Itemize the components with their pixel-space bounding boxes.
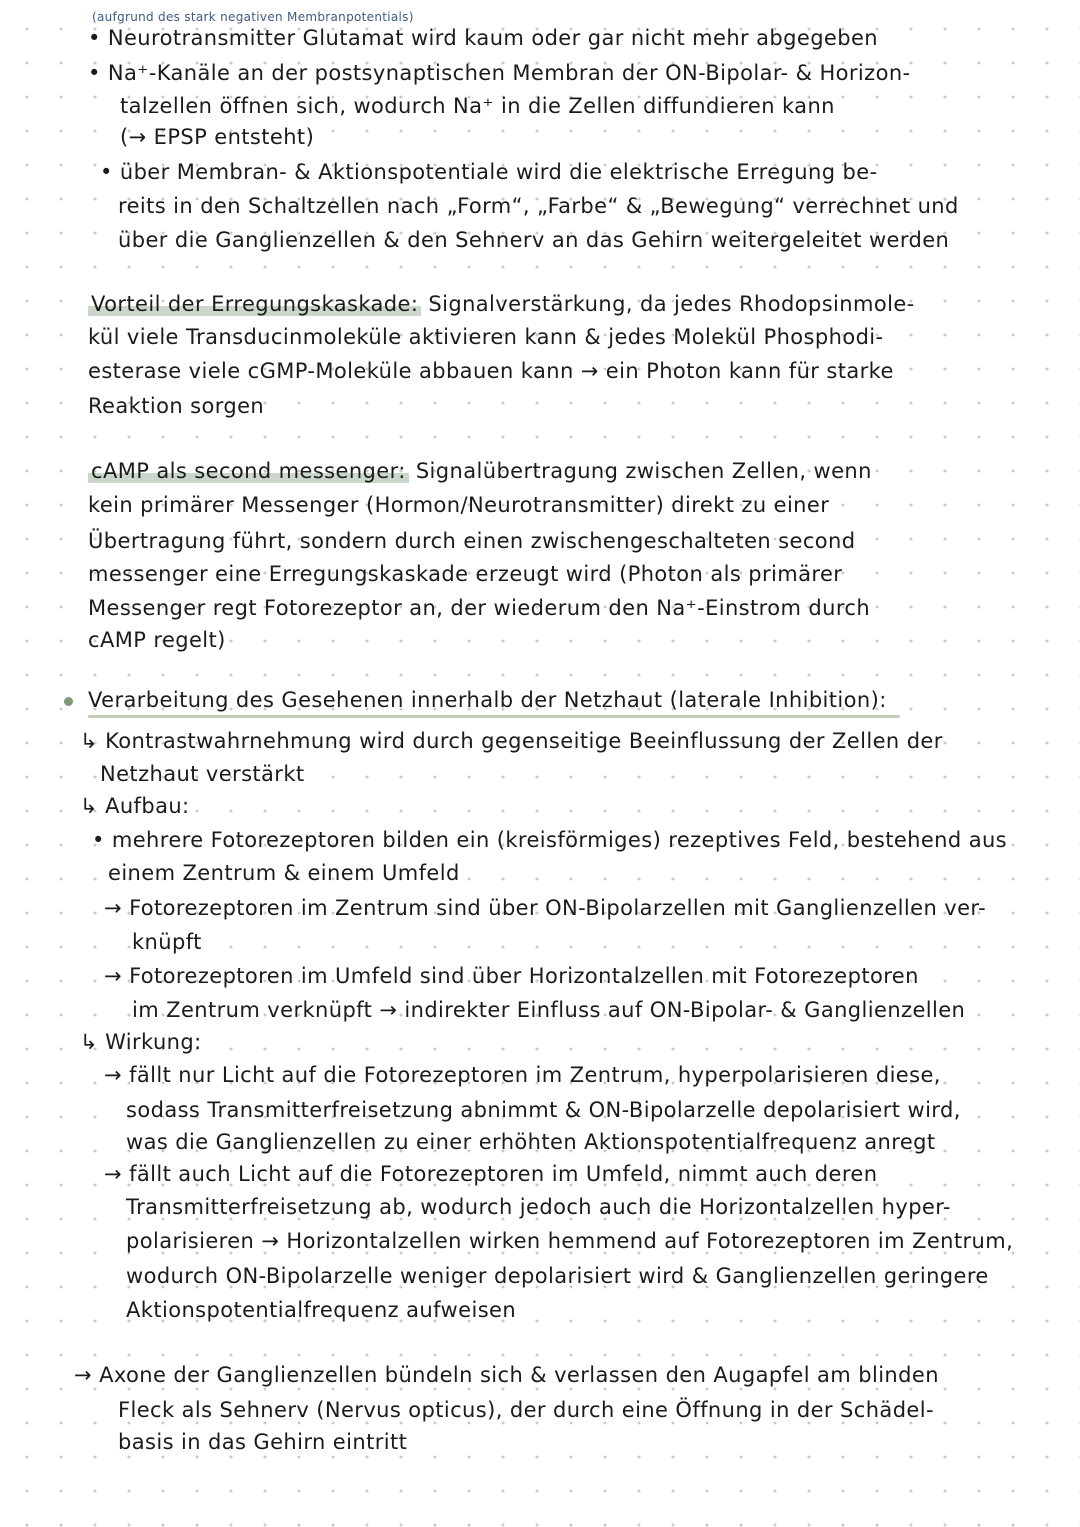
text-line: → Axone der Ganglienzellen bündeln sich & verlassen den Augapfel am blinden bbox=[74, 1363, 939, 1387]
text-line: kein primärer Messenger (Hormon/Neurotransmitter) direkt zu einer bbox=[88, 493, 830, 517]
text-line: ↳ Wirkung: bbox=[80, 1030, 202, 1054]
text-line: knüpft bbox=[132, 930, 202, 954]
text-line: Messenger regt Fotorezeptor an, der wiederum den Na⁺-Einstrom durch bbox=[88, 596, 871, 620]
text-line: messenger eine Erregungskaskade erzeugt wird (Photon als primärer bbox=[88, 562, 843, 586]
text-line: reits in den Schaltzellen nach „Form“, „Farbe“ & „Bewegung“ verrechnet und bbox=[118, 194, 959, 218]
text-line: einem Zentrum & einem Umfeld bbox=[108, 861, 460, 885]
text-line: cAMP regelt) bbox=[88, 628, 226, 652]
text-line: → fällt auch Licht auf die Fotorezeptoren im Umfeld, nimmt auch deren bbox=[104, 1162, 878, 1186]
text-line: • Neurotransmitter Glutamat wird kaum oder gar nicht mehr abgegeben bbox=[88, 26, 879, 50]
text-line: basis in das Gehirn eintritt bbox=[118, 1430, 408, 1454]
highlight-term-vorteil: Vorteil der Erregungskaskade: bbox=[88, 292, 421, 316]
text-line: • Na⁺-Kanäle an der postsynaptischen Membran der ON-Bipolar- & Horizon- bbox=[88, 61, 911, 85]
text-line: talzellen öffnen sich, wodurch Na⁺ in die Zellen diffundieren kann bbox=[120, 94, 835, 118]
text-line: (→ EPSP entsteht) bbox=[120, 125, 315, 149]
text-line: im Zentrum verknüpft → indirekter Einfluss auf ON-Bipolar- & Ganglienzellen bbox=[132, 998, 966, 1022]
text-line: Fleck als Sehnerv (Nervus opticus), der durch eine Öffnung in der Schädel- bbox=[118, 1398, 934, 1422]
text-line: Übertragung führt, sondern durch einen zwischengeschalteten second bbox=[88, 529, 856, 553]
margin-note: (aufgrund des stark negativen Membranpotentials) bbox=[92, 10, 414, 24]
paragraph-vorteil-first-line bbox=[88, 290, 915, 318]
text-line: esterase viele cGMP-Moleküle abbauen kann → ein Photon kann für starke bbox=[88, 359, 894, 383]
highlight-term-camp: cAMP als second messenger: bbox=[88, 459, 409, 483]
text-line: Aktionspotentialfrequenz aufweisen bbox=[126, 1298, 517, 1322]
text-span: Signalübertragung zwischen Zellen, wenn bbox=[408, 459, 872, 483]
text-line: • über Membran- & Aktionspotentiale wird die elektrische Erregung be- bbox=[100, 160, 878, 184]
text-line: • mehrere Fotorezeptoren bilden ein (kreisförmiges) rezeptives Feld, bestehend aus bbox=[92, 828, 1008, 852]
heading-underline bbox=[88, 715, 900, 718]
text-line: → fällt nur Licht auf die Fotorezeptoren im Zentrum, hyperpolarisieren diese, bbox=[104, 1063, 941, 1087]
text-line: → Fotorezeptoren im Zentrum sind über ON-Bipolarzellen mit Ganglienzellen ver- bbox=[104, 896, 987, 920]
text-line: wodurch ON-Bipolarzelle weniger depolarisiert wird & Ganglienzellen geringere bbox=[126, 1264, 989, 1288]
text-line: was die Ganglienzellen zu einer erhöhten Aktionspotentialfrequenz anregt bbox=[126, 1130, 936, 1154]
text-line: sodass Transmitterfreisetzung abnimmt & ON-Bipolarzelle depolarisiert wird, bbox=[126, 1098, 961, 1122]
bullet-dot bbox=[64, 697, 73, 706]
paragraph-camp-first-line bbox=[88, 457, 872, 485]
text-line: Reaktion sorgen bbox=[88, 394, 265, 418]
text-line: Netzhaut verstärkt bbox=[100, 762, 305, 786]
text-line: ↳ Kontrastwahrnehmung wird durch gegenseitige Beeinflussung der Zellen der bbox=[80, 729, 943, 753]
text-line: kül viele Transducinmoleküle aktivieren kann & jedes Molekül Phosphodi- bbox=[88, 325, 884, 349]
text-line: über die Ganglienzellen & den Sehnerv an das Gehirn weitergeleitet werden bbox=[118, 228, 950, 252]
text-span: Signalverstärkung, da jedes Rhodopsinmole- bbox=[421, 292, 915, 316]
text-line: ↳ Aufbau: bbox=[80, 794, 190, 818]
section-heading: Verarbeitung des Gesehenen innerhalb der Netzhaut (laterale Inhibition): bbox=[88, 688, 887, 712]
text-line: polarisieren → Horizontalzellen wirken hemmend auf Fotorezeptoren im Zentrum, bbox=[126, 1229, 1014, 1253]
text-line: → Fotorezeptoren im Umfeld sind über Horizontalzellen mit Fotorezeptoren bbox=[104, 964, 919, 988]
text-line: Transmitterfreisetzung ab, wodurch jedoch auch die Horizontalzellen hyper- bbox=[126, 1195, 951, 1219]
